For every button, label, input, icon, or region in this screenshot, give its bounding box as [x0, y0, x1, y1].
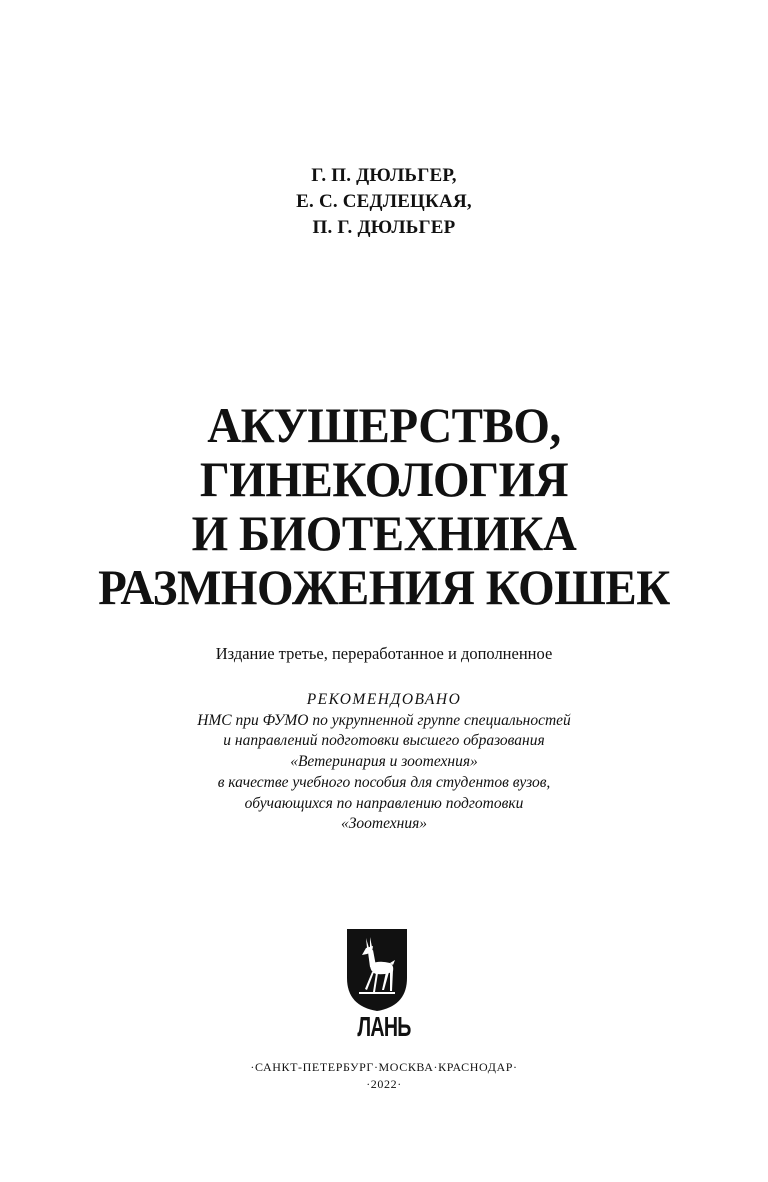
recommendation-line-3: «Ветеринария и зоотехния»	[290, 753, 478, 771]
doe-emblem-icon	[346, 928, 408, 1012]
recommendation-line-4: в качестве учебного пособия для студентов вузов,	[217, 773, 551, 791]
author-1: Г. П. ДЮЛЬГЕР,	[311, 165, 457, 186]
book-title	[23, 398, 745, 614]
recommendation-line-6: «Зоотехния»	[340, 815, 428, 833]
publisher-cities: ·САНКТ-ПЕТЕРБУРГ·МОСКВА·КРАСНОДАР·	[250, 1060, 518, 1074]
title-line-4: РАЗМНОЖЕНИЯ КОШЕК	[98, 559, 670, 615]
publisher-name: ЛАНЬ	[357, 1011, 411, 1042]
authors-block	[0, 163, 768, 241]
title-line-2: ГИНЕКОЛОГИЯ	[199, 451, 569, 507]
recommendation-line-5: обучающихся по направлению подготовки	[244, 794, 524, 812]
title-line-3: И БИОТЕХНИКА	[191, 505, 577, 561]
recommendation-block	[0, 690, 768, 835]
title-line-1: АКУШЕРСТВО,	[207, 397, 561, 453]
recommendation-line-2: и направлений подготовки высшего образования	[223, 732, 545, 750]
recommendation-line-1: НМС при ФУМО по укрупненной группе специальностей	[197, 711, 571, 729]
author-3: П. Г. ДЮЛЬГЕР	[312, 217, 456, 238]
edition-note: Издание третье, переработанное и дополненное	[215, 644, 553, 663]
publication-year: ·2022·	[366, 1077, 402, 1091]
recommendation-heading: РЕКОМЕНДОВАНО	[306, 691, 462, 708]
author-2: Е. С. СЕДЛЕЦКАЯ,	[296, 191, 472, 212]
